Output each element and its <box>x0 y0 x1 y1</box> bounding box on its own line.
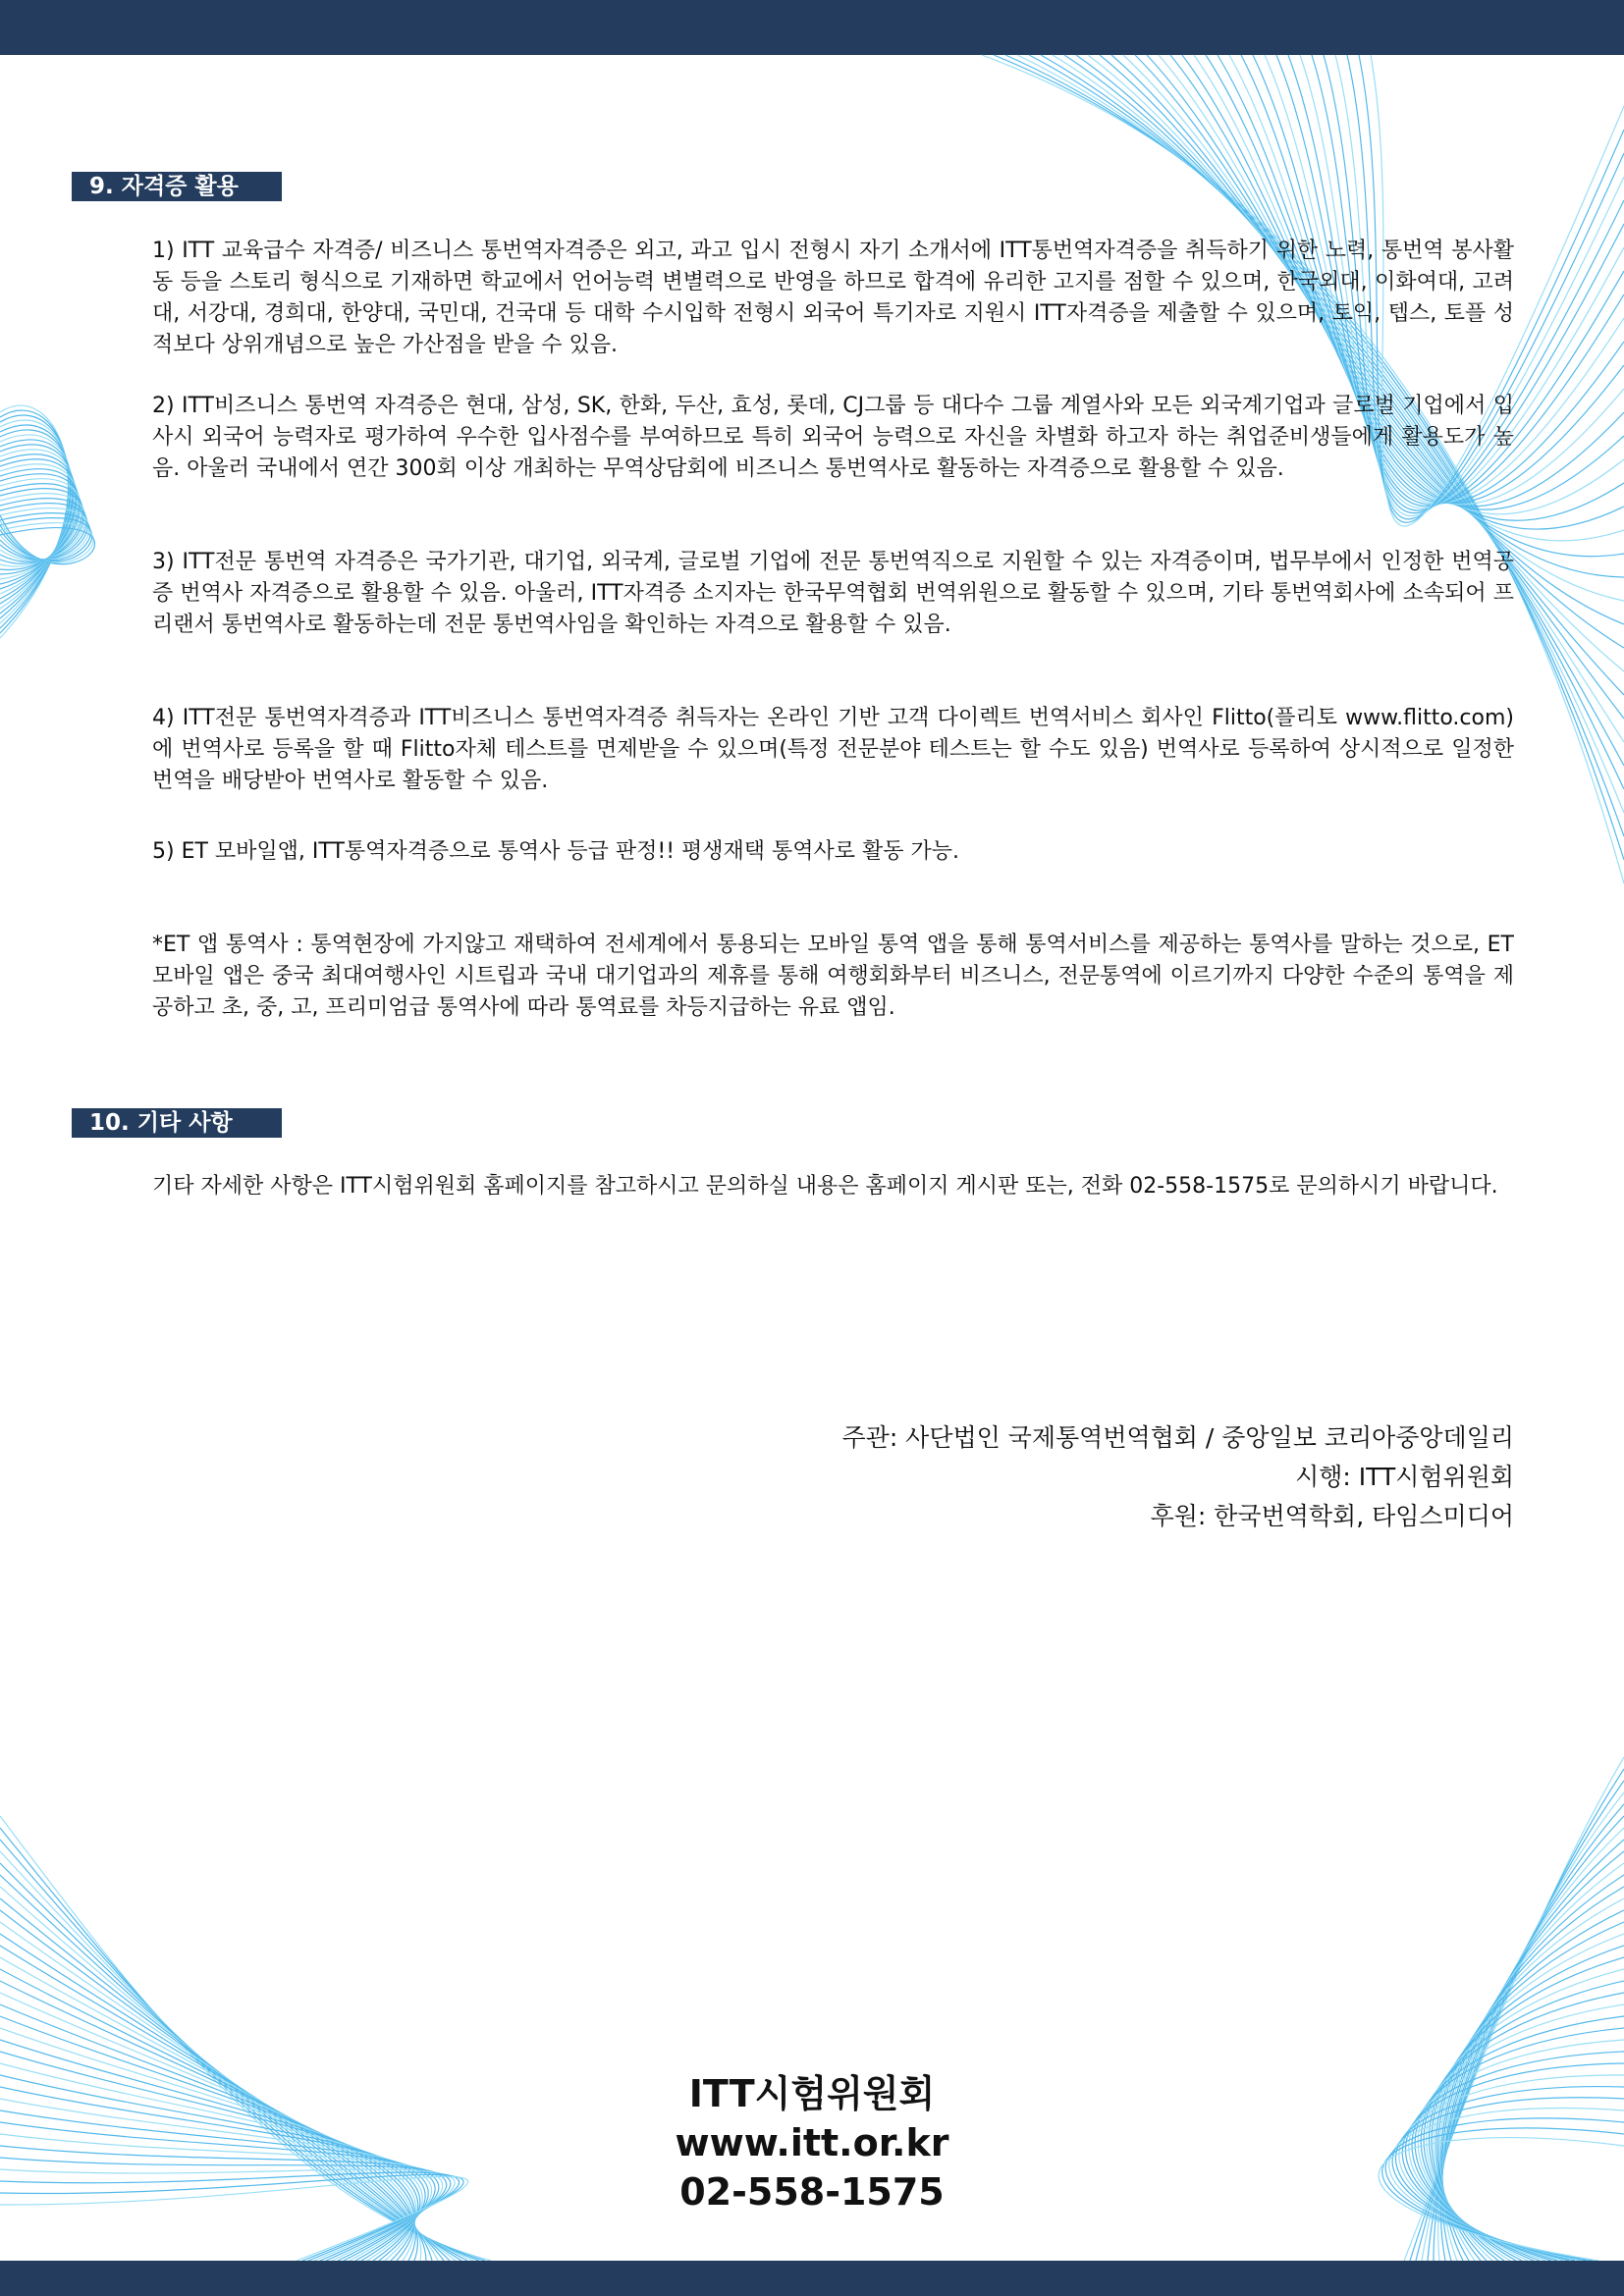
organizer-line: 주관: 사단법인 국제통역번역협회 / 중앙일보 코리아중앙데일리 <box>841 1423 1514 1452</box>
sponsor-block <box>842 1418 1514 1536</box>
other-paragraph: 기타 자세한 사항은 ITT시험위원회 홈페이지를 참고하시고 문의하실 내용은 홈페이지 게시판 또는, 전화 02-558-1575로 문의하시기 바랍니다. <box>152 1174 1498 1199</box>
footer-org: ITT시험위원회 <box>688 2072 936 2115</box>
et-app-note: *ET 앱 통역사 : 통역현장에 가지않고 재택하여 전세계에서 통용되는 모바일 통역 앱을 통해 통역서비스를 제공하는 통역사를 말하는 것으로, ET 모바일 앱은 중국 최대여행사인 시트립과 국내 대기업과의 제휴를 통해 여행회화부터 비즈니스, 전문통역에 이르기까지 다양한 수준의 통역을 제공하고 초, 중, 고, 프리미엄급 통역사에 따라 통역료를 차등지급하는 유료 앱임. <box>152 933 1514 1020</box>
bottom-banner-bar <box>0 2261 1624 2296</box>
footer-phone: 02-558-1575 <box>679 2170 945 2214</box>
usage-paragraph-1: 1) ITT 교육급수 자격증/ 비즈니스 통번역자격증은 외고, 과고 입시 전형시 자기 소개서에 ITT통번역자격증을 취득하기 위한 노력, 통번역 봉사활동 등을 스토리 형식으로 기재하면 학교에서 언어능력 변별력으로 반영을 하므로 합격에 유리한 고지를 점할 수 있으며, 한국외대, 이화여대, 고려대, 서강대, 경희대, 한양대, 국민대, 건국대 등 대학 수시입학 전형시 외국어 특기자로 지원시 ITT자격증을 제출할 수 있으며, 토익, 텝스, 토플 성적보다 상위개념으로 높은 가산점을 받을 수 있음. <box>152 239 1514 357</box>
usage-paragraph-5: 5) ET 모바일앱, ITT통역자격증으로 통역사 등급 판정!! 평생재택 통역사로 활동 가능. <box>152 839 960 864</box>
footer-contact <box>0 2069 1624 2216</box>
supporter-line: 후원: 한국번역학회, 타임스미디어 <box>1150 1502 1514 1530</box>
usage-paragraph-3: 3) ITT전문 통번역 자격증은 국가기관, 대기업, 외국계, 글로벌 기업에 전문 통번역직으로 지원할 수 있는 자격증이며, 법무부에서 인정한 번역공증 번역사 자격증으로 활용할 수 있음. 아울러, ITT자격증 소지자는 한국무역협회 번역위원으로 활동할 수 있으며, 기타 통번역회사에 소속되어 프리랜서 통번역사로 활동하는데 전문 통번역사임을 확인하는 자격으로 활용할 수 있음. <box>152 550 1514 637</box>
wave-tl-line <box>0 405 68 638</box>
usage-paragraph-4: 4) ITT전문 통번역자격증과 ITT비즈니스 통번역자격증 취득자는 온라인 기반 고객 다이렉트 번역서비스 회사인 Flitto(플리토 www.flitto.com)에 번역사로 등록을 할 때 Flitto자체 테스트를 면제받을 수 있으며(특정 전문분야 테스트는 할 수도 있음) 번역사로 등록하여 상시적으로 일정한 번역을 배당받아 번역사로 활동할 수 있음. <box>152 706 1514 793</box>
section-heading-usage: 9. 자격증 활용 <box>72 172 282 201</box>
administrator-line: 시행: ITT시험위원회 <box>1295 1463 1514 1491</box>
footer-website[interactable]: www.itt.or.kr <box>675 2121 949 2164</box>
section-heading-other: 10. 기타 사항 <box>72 1108 282 1138</box>
usage-paragraph-2: 2) ITT비즈니스 통번역 자격증은 현대, 삼성, SK, 한화, 두산, 효성, 롯데, CJ그룹 등 대다수 그룹 계열사와 모든 외국계기업과 글로벌 기업에서 입사시 외국어 능력자로 평가하여 우수한 입사점수를 부여하므로 특히 외국어 능력으로 자신을 차별화 하고자 하는 취업준비생들에게 활용도가 높음. 아울러 국내에서 연간 300회 이상 개최하는 무역상담회에 비즈니스 통번역사로 활동하는 자격증으로 활용할 수 있음. <box>152 394 1514 481</box>
